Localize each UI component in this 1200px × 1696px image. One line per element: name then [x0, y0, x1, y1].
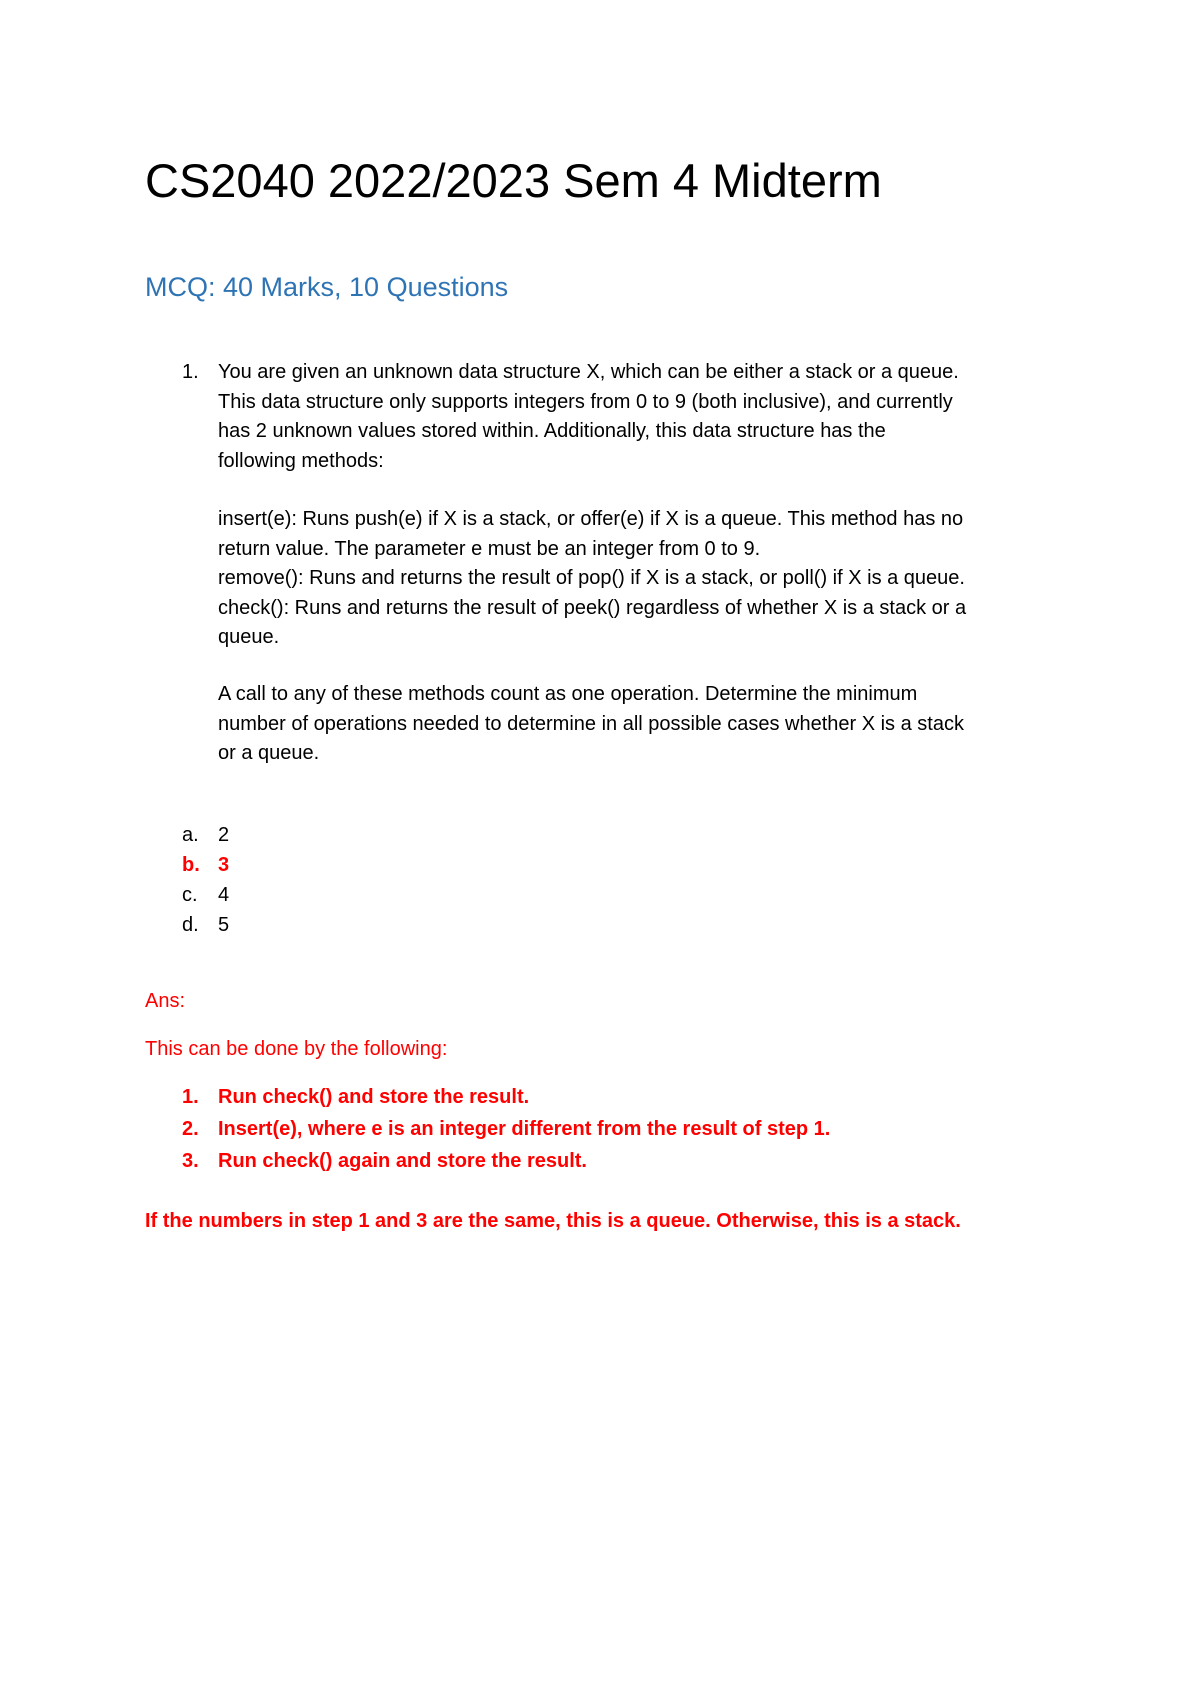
question-stem-line: has 2 unknown values stored within. Additionally, this data structure has the	[218, 420, 886, 442]
step-number: 1.	[182, 1086, 199, 1108]
method-line: return value. The parameter e must be an integer from 0 to 9.	[218, 537, 761, 560]
option-value: 4	[218, 884, 230, 906]
step-number: 3.	[182, 1150, 199, 1172]
step-text: Run check() again and store the result.	[218, 1150, 587, 1172]
question-number: 1.	[182, 361, 199, 383]
option-letter: b.	[182, 854, 200, 876]
question-prompt	[218, 680, 1078, 769]
step-number: 2.	[182, 1118, 199, 1140]
method-line: insert(e): Runs push(e) if X is a stack, or offer(e) if X is a queue. This method has no	[218, 508, 964, 530]
method-line: remove(): Runs and returns the result of pop() if X is a stack, or poll() if X is a queue.	[218, 567, 965, 589]
option-letter: d.	[182, 914, 199, 936]
option-value: 5	[218, 914, 230, 936]
question-stem-line: following methods:	[218, 449, 384, 472]
question-stem-line: You are given an unknown data structure X, which can be either a stack or a queue.	[218, 361, 959, 383]
option-letter: a.	[182, 824, 199, 846]
section-heading: MCQ: 40 Marks, 10 Questions	[145, 272, 509, 302]
method-line: check(): Runs and returns the result of peek() regardless of whether X is a stack or a	[218, 596, 967, 619]
step-text: Run check() and store the result.	[218, 1086, 530, 1108]
answer-conclusion: If the numbers in step 1 and 3 are the same, this is a queue. Otherwise, this is a stack.	[145, 1210, 961, 1232]
question-stem	[218, 358, 1078, 476]
method-line: queue.	[218, 626, 280, 648]
document-title: CS2040 2022/2023 Sem 4 Midterm	[145, 154, 882, 207]
option-value: 2	[218, 824, 230, 846]
question-prompt-line: or a queue.	[218, 742, 320, 764]
answer-intro: This can be done by the following:	[145, 1038, 448, 1060]
option-value: 3	[218, 854, 230, 876]
question-stem-line: This data structure only supports integers from 0 to 9 (both inclusive), and currently	[218, 390, 953, 413]
question-prompt-line: number of operations needed to determine in all possible cases whether X is a stack	[218, 712, 964, 735]
step-text: Insert(e), where e is an integer different from the result of step 1.	[218, 1118, 831, 1140]
method-descriptions	[218, 505, 1078, 653]
answer-heading: Ans:	[145, 990, 186, 1012]
option-letter: c.	[182, 884, 198, 906]
question-prompt-line: A call to any of these methods count as one operation. Determine the minimum	[218, 683, 918, 705]
